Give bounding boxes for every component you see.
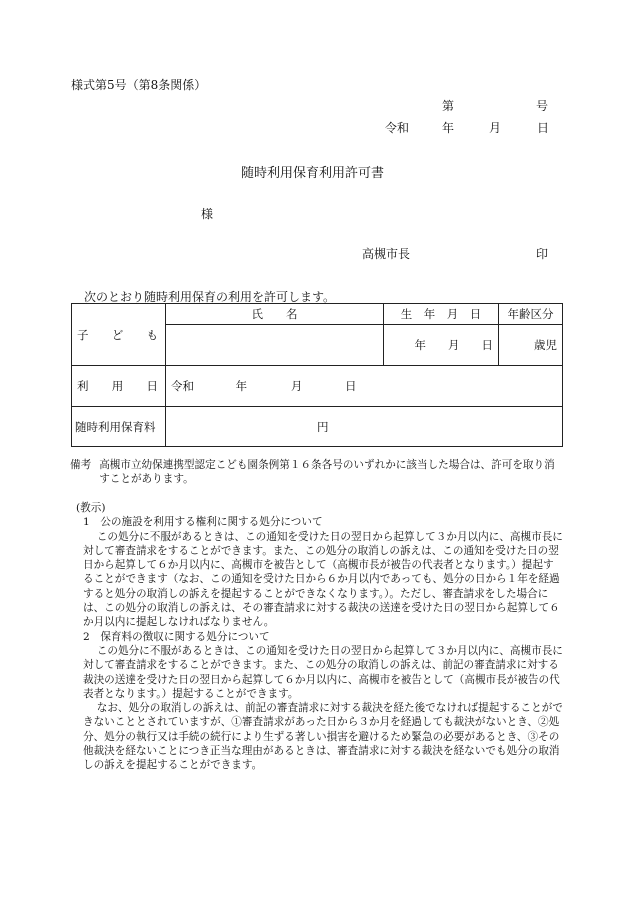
- remarks: [71, 458, 563, 487]
- child-label: [72, 304, 166, 366]
- instructions-heading: (教示): [76, 502, 106, 514]
- addressee-suffix: 様: [201, 207, 214, 221]
- child-label-char: 子: [77, 327, 89, 342]
- dob-month-unit: 月: [448, 338, 460, 352]
- age-header: 年齢区分: [499, 304, 563, 325]
- use-date-day-unit: 日: [344, 379, 357, 393]
- use-date-year-unit: 年: [235, 379, 248, 393]
- use-date-era: 令和: [171, 379, 194, 393]
- instruction-item-2-body-2: なお、処分の取消しの訴えは、前記の審査請求に対する裁決を経た後でなければ提起することができないこととされていますが、①審査請求があった日から３か月を経過しても裁決がないとき、②処分、処分の執行又は手続の続行により生ずる著しい損害を避けるため緊急の必要があるとき、③その他裁決を経ないことにつき正当な理由があるときは、審査請求に対する裁決を経ないでも処分の取消しの訴えを提起することができます。: [83, 702, 563, 772]
- form-id: 様式第5号（第8条関係）: [71, 78, 207, 92]
- age-unit: 歳児: [534, 338, 557, 352]
- date-era: 令和: [385, 121, 410, 135]
- document-title: 随時利用保育利用許可書: [241, 166, 385, 181]
- use-date-month-unit: 月: [290, 379, 303, 393]
- remarks-label: 備考: [70, 459, 92, 471]
- date-year: 年: [442, 121, 455, 135]
- permit-table: [71, 303, 563, 447]
- instruction-item-1-title: 1 公の施設を利用する権利に関する処分について: [83, 516, 323, 529]
- name-header: 氏 名: [166, 304, 384, 325]
- dob-header: 生 年 月 日: [384, 304, 499, 325]
- issuer-name: 高槻市長: [362, 247, 411, 261]
- fee-label: 随時利用保育料: [72, 407, 166, 447]
- remarks-text: 高槻市立幼保連携型認定こども園条例第１６条各号のいずれかに該当した場合は、許可を取り消すことがあります。: [99, 459, 555, 486]
- dob-year-unit: 年: [414, 338, 426, 352]
- intro-text: 次のとおり随時利用保育の利用を許可します。: [84, 290, 336, 304]
- instruction-item-1-body: この処分に不服があるときは、この通知を受けた日の翌日から起算して３か月以内に、高槻市長に対して審査請求をすることができます。また、この処分の取消しの訴えは、この通知を受けた日の翌日から起算して６か月以内に、高槻市を被告として（高槻市長が被告の代表者となります。）提起することができます（なお、この通知を受けた日から６か月以内であっても、処分の日から１年を経過すると処分の取消しの訴えを提起することができなくなります。）。ただし、審査請求をした場合には、この処分の取消しの訴えは、その審査請求に対する裁決の送達を受けた日の翌日から起算して６か月以内に提起しなければなりません。: [83, 530, 563, 629]
- child-name-field[interactable]: [166, 325, 384, 366]
- dob-field[interactable]: [384, 325, 499, 366]
- child-label-char: ど: [111, 327, 124, 342]
- use-date-label: [72, 366, 166, 407]
- instruction-item-2-title: 2 保育料の徴収に関する処分について: [83, 630, 270, 643]
- use-date-label-char: 日: [146, 379, 158, 393]
- use-date-label-char: 利: [77, 379, 89, 393]
- age-field[interactable]: [499, 325, 563, 366]
- number-prefix: 第: [442, 99, 455, 113]
- number-suffix: 号: [536, 99, 549, 113]
- use-date-field[interactable]: [166, 366, 563, 407]
- instruction-item-2-body-1: この処分に不服があるときは、この通知を受けた日の翌日から起算して３か月以内に、高槻市長に対して審査請求をすることができます。また、この処分の取消しの訴えは、前記の審査請求に対する裁決の送達を受けた日の翌日から起算して６か月以内に、高槻市を被告として（高槻市長が被告の代表者となります。）提起することができます。: [83, 644, 563, 700]
- fee-unit: 円: [317, 419, 329, 434]
- date-day: 日: [537, 121, 550, 135]
- dob-day-unit: 日: [481, 338, 493, 352]
- fee-field[interactable]: [166, 407, 563, 447]
- child-label-char: も: [146, 327, 158, 342]
- instructions: [71, 501, 563, 773]
- use-date-label-char: 用: [111, 379, 124, 393]
- seal-mark: 印: [536, 247, 549, 261]
- date-month: 月: [489, 121, 502, 135]
